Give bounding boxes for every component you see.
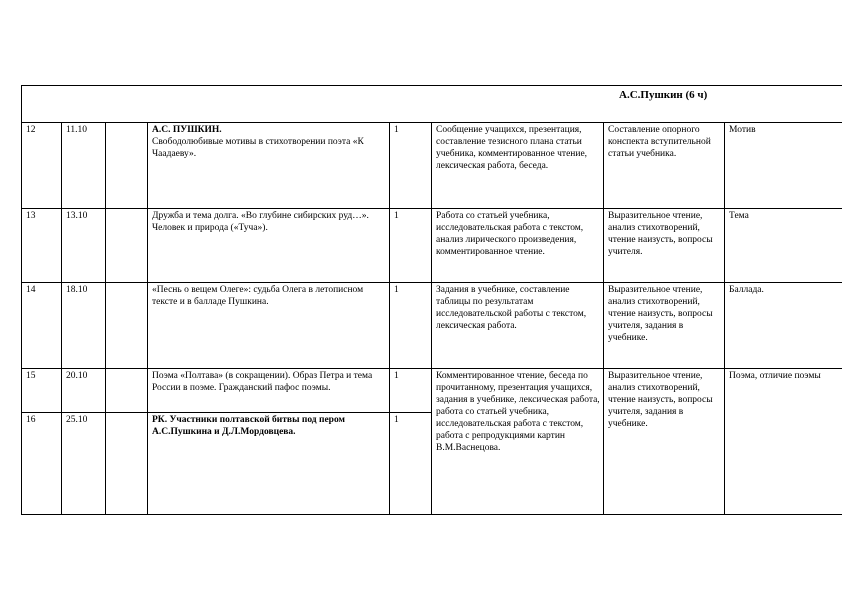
cell-activities: Задания в учебнике, составление таблицы по результатам исследовательской работы с текстом, лексическая работа. [432,283,604,369]
cell-control: Составление опорного конспекта вступительной статьи учебника. [604,123,725,209]
cell-activities: Сообщение учащихся, презентация, составление тезисного плана статьи учебника, комментированное чтение, лексическая работа, беседа. [432,123,604,209]
cell-control: Выразительное чтение, анализ стихотворений, чтение наизусть, вопросы учителя. [604,209,725,283]
table-row [22,123,842,209]
topic-line: РК. Участники полтавской битвы под пером А.С.Пушкина и Д.Л.Мордовцева. [152,415,346,437]
cell-date: 13.10 [62,209,106,283]
cell-topic [148,369,390,413]
cell-terms: Мотив [725,123,842,209]
section-header-row [22,86,842,123]
cell-empty [106,283,148,369]
cell-hours: 1 [390,123,432,209]
cell-hours: 1 [390,283,432,369]
table-row [22,369,842,413]
cell-empty [106,413,148,515]
table-row [22,209,842,283]
cell-hours: 1 [390,209,432,283]
cell-lesson-number: 12 [22,123,62,209]
section-title: А.С.Пушкин (6 ч) [619,89,708,101]
cell-date: 18.10 [62,283,106,369]
topic-line: Поэма «Полтава» (в сокращении). Образ Петра и тема России в поэме. Гражданский пафос поэмы. [152,371,373,393]
cell-topic [148,209,390,283]
cell-lesson-number: 16 [22,413,62,515]
cell-topic [148,283,390,369]
cell-lesson-number: 15 [22,369,62,413]
cell-hours: 1 [390,369,432,413]
cell-terms: Баллада. [725,283,842,369]
cell-date: 11.10 [62,123,106,209]
cell-activities: Работа со статьей учебника, исследовательская работа с текстом, анализ лирического произведения, комментированное чтение. [432,209,604,283]
cell-topic [148,123,390,209]
cell-lesson-number: 14 [22,283,62,369]
cell-empty [106,123,148,209]
topic-line: Свободолюбивые мотивы в стихотворении поэта «К Чаадаеву». [152,137,364,159]
cell-control: Выразительное чтение, анализ стихотворений, чтение наизусть, вопросы учителя, задания в учебнике. [604,283,725,369]
topic-line: «Песнь о вещем Олеге»: судьба Олега в летописном тексте и в балладе Пушкина. [152,285,364,307]
cell-terms: Поэма, отличие поэмы [725,369,842,515]
cell-empty [106,209,148,283]
topic-line: Дружба и тема долга. «Во глубине сибирских руд…». [152,211,369,221]
cell-activities: Комментированное чтение, беседа по прочитанному, презентация учащихся, задания в учебнике, лексическая работа, работа со статьей учебника, исследовательская работа с текстом, работа с репродукциями картин В.М.Васнецова. [432,369,604,515]
cell-terms: Тема [725,209,842,283]
cell-hours: 1 [390,413,432,515]
lesson-plan-table [21,85,842,515]
cell-control: Выразительное чтение, анализ стихотворений, чтение наизусть, вопросы учителя, задания в учебнике. [604,369,725,515]
cell-date: 20.10 [62,369,106,413]
cell-empty [106,369,148,413]
table-row [22,283,842,369]
section-header-cell [22,86,842,123]
cell-lesson-number: 13 [22,209,62,283]
cell-date: 25.10 [62,413,106,515]
topic-line: А.С. ПУШКИН. [152,125,222,135]
cell-topic [148,413,390,515]
topic-line: Человек и природа («Туча»). [152,223,268,233]
